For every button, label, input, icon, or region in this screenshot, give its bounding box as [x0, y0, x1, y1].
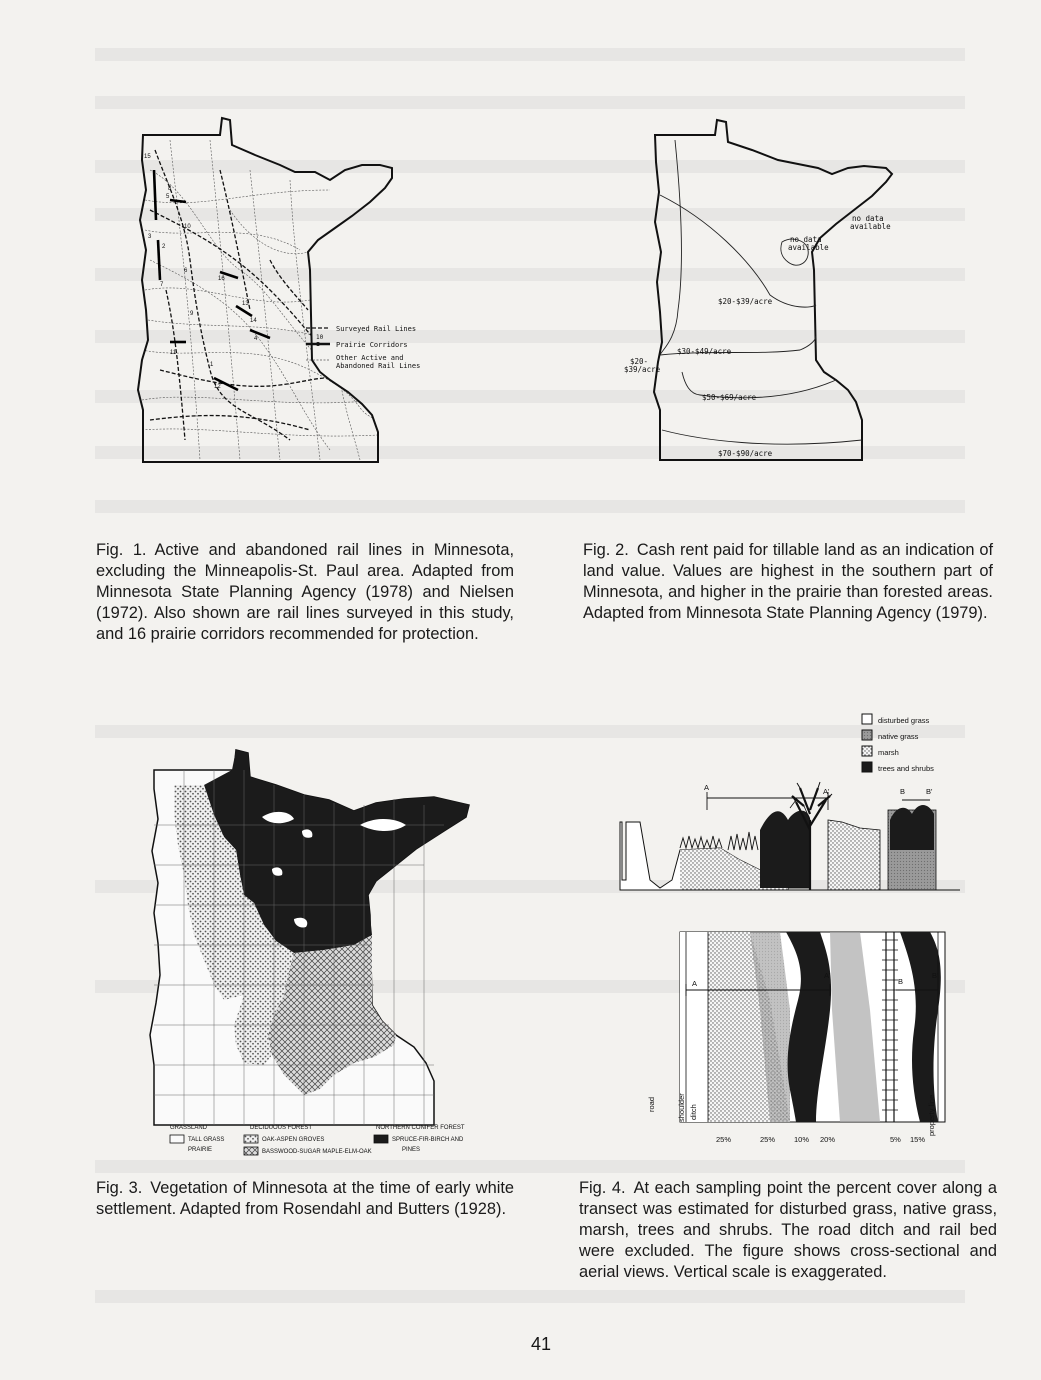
minnesota-outline [138, 118, 392, 462]
corridor-label: 16 [218, 276, 225, 282]
corridor-label: 2 [162, 244, 166, 250]
corridor-label: 6 [184, 268, 188, 274]
figure-4-label: Fig. 4. [579, 1179, 626, 1197]
label-20-39-west-1: $20- [630, 357, 649, 366]
figure-4-transect-diagram [620, 710, 960, 1160]
marker-a-top: A [704, 783, 710, 792]
label-road: road [647, 1096, 656, 1112]
label-no-data-north-1: no data [852, 214, 884, 223]
legend-pines-label: PINES [402, 1147, 421, 1153]
marker-b-prime-aerial: B' [932, 971, 939, 980]
label-50-69: $50-$69/acre [702, 393, 757, 402]
legend-prairie-label: Prairie Corridors [336, 341, 408, 349]
label-ditch: ditch [689, 1104, 698, 1120]
corridor-label: 13 [242, 301, 249, 307]
fig3-legend [170, 1125, 465, 1155]
figure-2-land-value-map [624, 110, 930, 480]
figure-4-caption [579, 1178, 997, 1283]
figure-2-caption-text: Cash rent paid for tillable land as an indication of land value. Values are highest in the southern part of Minnesota, and higher in the prairie than forested areas. Adapted from Minnesota State Planning Agency (1979). [583, 541, 994, 622]
corridor-label: 8 [168, 186, 172, 192]
value-zone-labels [624, 214, 891, 458]
legend-tall-grass-label: TALL GRASS [188, 1137, 225, 1143]
legend-spruce-label: SPRUCE-FIR-BIRCH AND [392, 1137, 464, 1143]
minnesota-outline [654, 120, 892, 460]
corridor-label: 1 [210, 362, 214, 368]
aerial-view [680, 932, 945, 1122]
corridor-label: 4 [254, 336, 258, 342]
figure-3-vegetation-map [144, 745, 484, 1165]
legend-native-grass-swatch [862, 730, 872, 740]
legend-tall-grass-swatch [170, 1135, 184, 1143]
minnesota-land-value-map [624, 110, 930, 480]
label-shoulder: shoulder [677, 1093, 686, 1122]
legend-conifer-title: NORTHERN CONIFER FOREST [376, 1125, 465, 1131]
label-no-data-center-2: available [788, 243, 829, 252]
corridor-label: 3 [148, 234, 152, 240]
cross-section-view [620, 782, 960, 890]
figure-2-label: Fig. 2. [583, 541, 629, 559]
marker-b-prime-top: B' [926, 787, 933, 796]
corridor-label: 10 [184, 224, 191, 230]
legend-sample-number: 10 [316, 334, 324, 341]
corridor-label: 11 [170, 350, 177, 356]
value-zone-boundaries [660, 140, 862, 444]
label-property-line: property line [927, 1094, 936, 1136]
figure-4-caption-text: At each sampling point the percent cover along a transect was estimated for disturbed grass, native grass, marsh, trees and shrubs. The road ditch and rail bed were excluded. The figure shows cross-sectional and aerial views. Vertical scale is exaggerated. [579, 1179, 997, 1281]
label-no-data-north-2: available [850, 222, 891, 231]
percent-label: 5% [890, 1135, 901, 1144]
figure-3-caption-text: Vegetation of Minnesota at the time of early white settlement. Adapted from Rosendahl and Butters (1928). [96, 1179, 515, 1218]
page-number: 41 [530, 1334, 552, 1354]
figure-1-caption [96, 540, 514, 645]
legend-marsh-swatch [862, 746, 872, 756]
legend-grassland-title: GRASSLAND [170, 1125, 208, 1131]
figure-1-caption-text: Active and abandoned rail lines in Minnesota, excluding the Minneapolis-St. Paul area. Adapted from Minnesota State Planning Agency (1978) and Nielsen (1972). Also shown are rail lines surveyed in this study, and 16 prairie corridors recommended for protection. [96, 541, 514, 643]
minnesota-vegetation-map [144, 745, 484, 1165]
label-20-39-west-2: $39/acre [624, 365, 661, 374]
corridor-label: 15 [144, 154, 151, 160]
fig4-legend [862, 714, 934, 773]
percent-label: 15% [910, 1135, 926, 1144]
label-70-90: $70-$90/acre [718, 449, 773, 458]
figure-3-caption [96, 1178, 514, 1220]
figure-3-label: Fig. 3. [96, 1179, 143, 1197]
percent-labels [716, 1135, 925, 1144]
legend-trees-shrubs-swatch [862, 762, 872, 772]
label-30-49: $30-$49/acre [677, 347, 732, 356]
legend-prairie-label: PRAIRIE [188, 1147, 213, 1153]
figure-2-caption [583, 540, 993, 624]
other-rail-lines [142, 140, 378, 460]
corridor-label: 12 [214, 384, 221, 390]
legend-surveyed-label: Surveyed Rail Lines [336, 325, 417, 333]
legend-other-label-2: Abandoned Rail Lines [336, 362, 421, 370]
label-20-39: $20-$39/acre [718, 297, 773, 306]
legend-deciduous-title: DECIDUOUS FOREST [250, 1125, 313, 1131]
legend-basswood-label: BASSWOOD-SUGAR MAPLE-ELM-OAK [262, 1149, 372, 1155]
marker-b-top: B [900, 787, 906, 796]
corridor-label: 7 [160, 282, 164, 288]
legend-oak-aspen-swatch [244, 1135, 258, 1143]
legend-basswood-swatch [244, 1147, 258, 1155]
figure-1-label: Fig. 1. [96, 541, 147, 559]
legend-other-label-1: Other Active and [336, 354, 404, 362]
corridor-number-labels [144, 154, 258, 390]
percent-label: 25% [716, 1135, 732, 1144]
label-no-data-center-1: no data [790, 235, 822, 244]
legend-native-grass-label: native grass [878, 732, 919, 741]
legend-oak-aspen-label: OAK-ASPEN GROVES [262, 1137, 325, 1143]
marker-a-prime-aerial: A' [824, 971, 831, 980]
minnesota-rail-map [130, 110, 510, 510]
marker-a-prime-top: A' [823, 787, 830, 796]
marker-a-aerial: A [692, 979, 698, 988]
corridor-label: 14 [250, 318, 257, 324]
corridor-label: 5 [166, 194, 170, 200]
legend-marsh-label: marsh [878, 748, 899, 757]
percent-label: 10% [794, 1135, 810, 1144]
transect-cross-section-and-aerial [620, 710, 960, 1160]
fig1-legend [306, 325, 420, 370]
figure-1-rail-map [130, 110, 510, 510]
legend-conifer-swatch [374, 1135, 388, 1143]
legend-disturbed-grass-label: disturbed grass [878, 716, 930, 725]
marker-b-aerial: B [898, 977, 904, 986]
legend-disturbed-grass-swatch [862, 714, 872, 724]
legend-trees-shrubs-label: trees and shrubs [878, 764, 934, 773]
percent-label: 20% [820, 1135, 836, 1144]
percent-label: 25% [760, 1135, 776, 1144]
surveyed-rail-lines [150, 150, 360, 440]
corridor-label: 9 [190, 311, 194, 317]
